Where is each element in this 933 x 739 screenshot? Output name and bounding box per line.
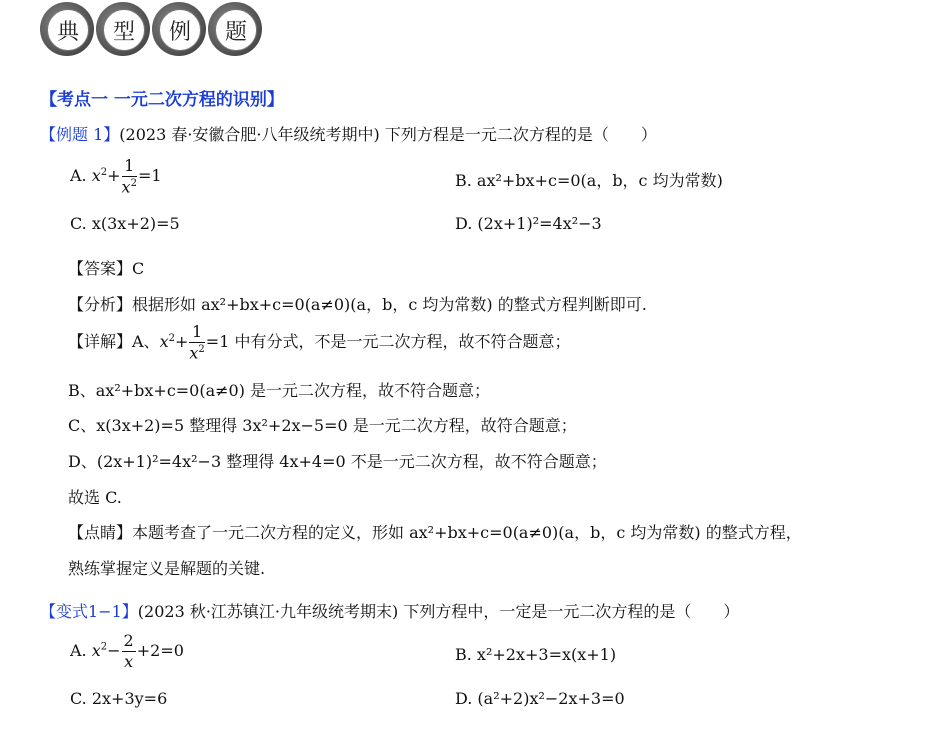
variant1-tag: 【变式1−1】 <box>40 602 138 621</box>
variant1-stem-line <box>40 599 739 622</box>
variant1-option-a: A. $x^2-$ $\frac{2}{x}$ +2=0 <box>70 631 184 671</box>
example1-stem: (2023 春·安徽合肥·八年级统考期中) 下列方程是一元二次方程的是（ ） <box>119 125 657 144</box>
banner-badge: 题 <box>208 2 262 56</box>
banner-badge: 例 <box>152 2 206 56</box>
banner-badge: 典 <box>40 2 94 56</box>
example1-option-c: C. x(3x+2)=5 <box>70 214 180 233</box>
fraction: $\frac{1}{x^2}$ <box>121 156 137 197</box>
variant1-option-b: B. x²+2x+3=x(x+1) <box>455 645 617 664</box>
example1-tag: 【例题 1】 <box>40 125 120 144</box>
example1-choose: 故选 C. <box>68 488 122 507</box>
example1-option-b: B. ax²+bx+c=0(a，b，c 均为常数) <box>455 171 723 190</box>
example1-detail-a: 【详解】A、$x^2+$ $\frac{1}{x^2}$ =1 中有分式，不是一元二次方程，故不符合题意； <box>68 322 571 363</box>
banner-badge: 型 <box>96 2 150 56</box>
example1-analysis: 【分析】根据形如 ax²+bx+c=0(a≠0)(a，b，c 均为常数) 的整式方程判断即可. <box>68 295 647 314</box>
example1-comment-line1: 【点睛】本题考查了一元二次方程的定义，形如 ax²+bx+c=0(a≠0)(a，b，c 均为常数) 的整式方程， <box>68 523 802 542</box>
fraction: $\frac{1}{x^2}$ <box>189 322 205 363</box>
example1-detail-c: C、x(3x+2)=5 整理得 3x²+2x−5=0 是一元二次方程，故符合题意； <box>68 416 577 435</box>
variant1-option-d: D. (a²+2)x²−2x+3=0 <box>455 689 625 708</box>
section-banner <box>40 2 264 56</box>
example1-option-d: D. (2x+1)²=4x²−3 <box>455 214 602 233</box>
example1-comment-line2: 熟练掌握定义是解题的关键. <box>68 559 266 578</box>
example1-answer: 【答案】C <box>68 259 145 278</box>
variant1-option-c: C. 2x+3y=6 <box>70 689 168 708</box>
example1-option-a: A. $x^2+$ $\frac{1}{x^2}$ =1 <box>70 156 162 197</box>
section-title: 【考点一 一元二次方程的识别】 <box>40 90 284 110</box>
example1-detail-b: B、ax²+bx+c=0(a≠0) 是一元二次方程，故不符合题意； <box>68 381 491 400</box>
example1-detail-d: D、(2x+1)²=4x²−3 整理得 4x+4=0 不是一元二次方程，故不符合题意； <box>68 452 607 471</box>
variant1-stem: (2023 秋·江苏镇江·九年级统考期末) 下列方程中，一定是一元二次方程的是（ ） <box>137 602 740 621</box>
fraction: $\frac{2}{x}$ <box>123 631 134 671</box>
example1-stem-line <box>40 122 657 145</box>
